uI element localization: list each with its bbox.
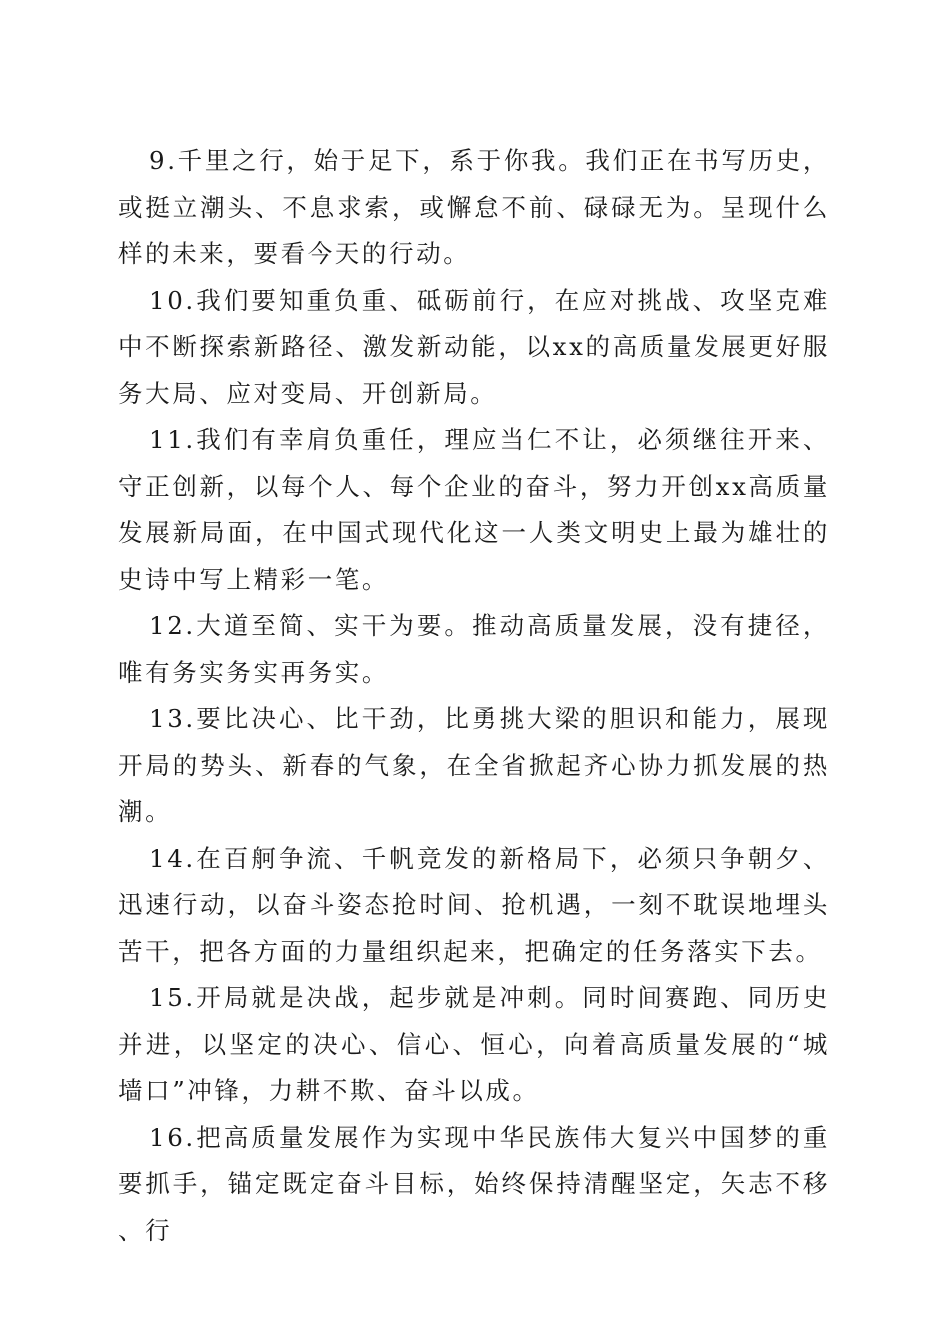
paragraph-10: 10.我们要知重负重、砥砺前行，在应对挑战、攻坚克难中不断探索新路径、激发新动能，以xx的高质量发展更好服务大局、应对变局、开创新局。 [118,285,830,408]
paragraph-11: 11.我们有幸肩负重任，理应当仁不让，必须继往开来、守正创新，以每个人、每个企业的奋斗，努力开创xx高质量发展新局面，在中国式现代化这一人类文明史上最为雄壮的史诗中写上精彩一笔。 [118,425,830,594]
paragraph-12: 12.大道至简、实干为要。推动高质量发展，没有捷径，唯有务实务实再务实。 [118,611,830,687]
paragraph-15: 15.开局就是决战，起步就是冲刺。同时间赛跑、同历史并进，以坚定的决心、信心、恒心，向着高质量发展的“城墙口”冲锋，力耕不欺、奋斗以成。 [118,983,830,1105]
paragraph-16: 16.把高质量发展作为实现中华民族伟大复兴中国梦的重要抓手，锚定既定奋斗目标，始终保持清醒坚定，矢志不移、行 [118,1122,830,1245]
paragraph-14: 14.在百舸争流、千帆竞发的新格局下，必须只争朝夕、迅速行动，以奋斗姿态抢时间、抢机遇，一刻不耽误地埋头苦干，把各方面的力量组织起来，把确定的任务落实下去。 [118,843,830,966]
document-body [118,138,830,1254]
paragraph-9: 9.千里之行，始于足下，系于你我。我们正在书写历史，或挺立潮头、不息求索，或懈怠不前、碌碌无为。呈现什么样的未来，要看今天的行动。 [118,146,830,268]
paragraph-13: 13.要比决心、比干劲，比勇挑大梁的胆识和能力，展现开局的势头、新春的气象，在全省掀起齐心协力抓发展的热潮。 [118,704,830,826]
